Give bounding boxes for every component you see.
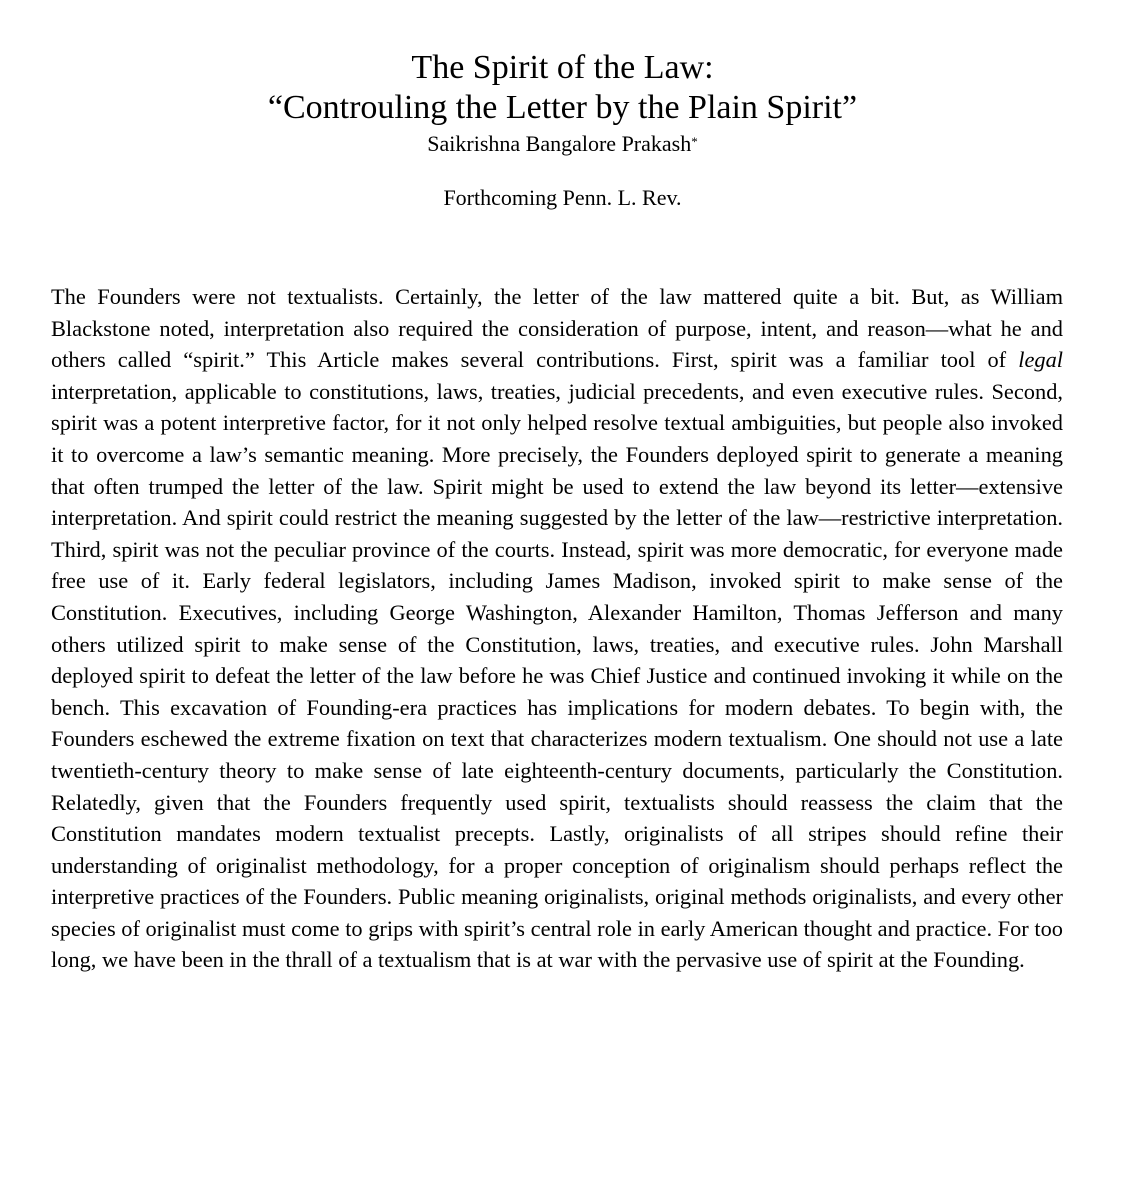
- paper-title-line-1: The Spirit of the Law:: [411, 49, 714, 86]
- title-block: [0, 48, 1125, 212]
- abstract-text-part-2: interpretation, applicable to constitutions, laws, treaties, judicial precedents, and even executive rules. Second, spirit was a potent interpretive factor, for it not only helped resolve textual ambiguities, but people also invoked it to overcome a law’s semantic meaning. More precisely, the Founders deployed spirit to generate a meaning that often trumped the letter of the law. Spirit might be used to extend the law beyond its letter—extensive interpretation. And spirit could restrict the meaning suggested by the letter of the law—restrictive interpretation. Third, spirit was not the peculiar province of the courts. Instead, spirit was more democratic, for everyone made free use of it. Early federal legislators, including James Madison, invoked spirit to make sense of the Constitution. Executives, including George Washington, Alexander Hamilton, Thomas Jefferson and many others utilized spirit to make sense of the Constitution, laws, treaties, and executive rules. John Marshall deployed spirit to defeat the letter of the law before he was Chief Justice and continued invoking it while on the bench. This excavation of Founding-era practices has implications for modern debates. To begin with, the Founders eschewed the extreme fixation on text that characterizes modern textualism. One should not use a late twentieth-century theory to make sense of late eighteenth-century documents, particularly the Constitution. Relatedly, given that the Founders frequently used spirit, textualists should reassess the claim that the Constitution mandates modern textualist precepts. Lastly, originalists of all stripes should refine their understanding of originalist methodology, for a proper conception of originalism should perhaps reflect the interpretive practices of the Founders. Public meaning originalists, original methods originalists, and every other species of originalist must come to grips with spirit’s central role in early American thought and practice. For too long, we have been in the thrall of a textualism that is at war with the pervasive use of spirit at the Founding.: [51, 378, 1063, 973]
- author-name: Saikrishna Bangalore Prakash: [427, 131, 692, 156]
- author-footnote-mark: *: [691, 134, 698, 149]
- abstract-italic-term: legal: [1018, 347, 1063, 373]
- author-line: [0, 130, 1125, 158]
- abstract-text-part-1: The Founders were not textualists. Certainly, the letter of the law mattered quite a bit. But, as William Blackstone noted, interpretation also required the consideration of purpose, intent, and reason—what he and others called “spirit.” This Article makes several contributions. First, spirit was a familiar tool of: [51, 284, 1063, 373]
- abstract-paragraph: [51, 281, 1063, 976]
- publication-venue: Forthcoming Penn. L. Rev.: [443, 185, 682, 210]
- paper-title-line-2: “Controuling the Letter by the Plain Spirit”: [267, 89, 858, 126]
